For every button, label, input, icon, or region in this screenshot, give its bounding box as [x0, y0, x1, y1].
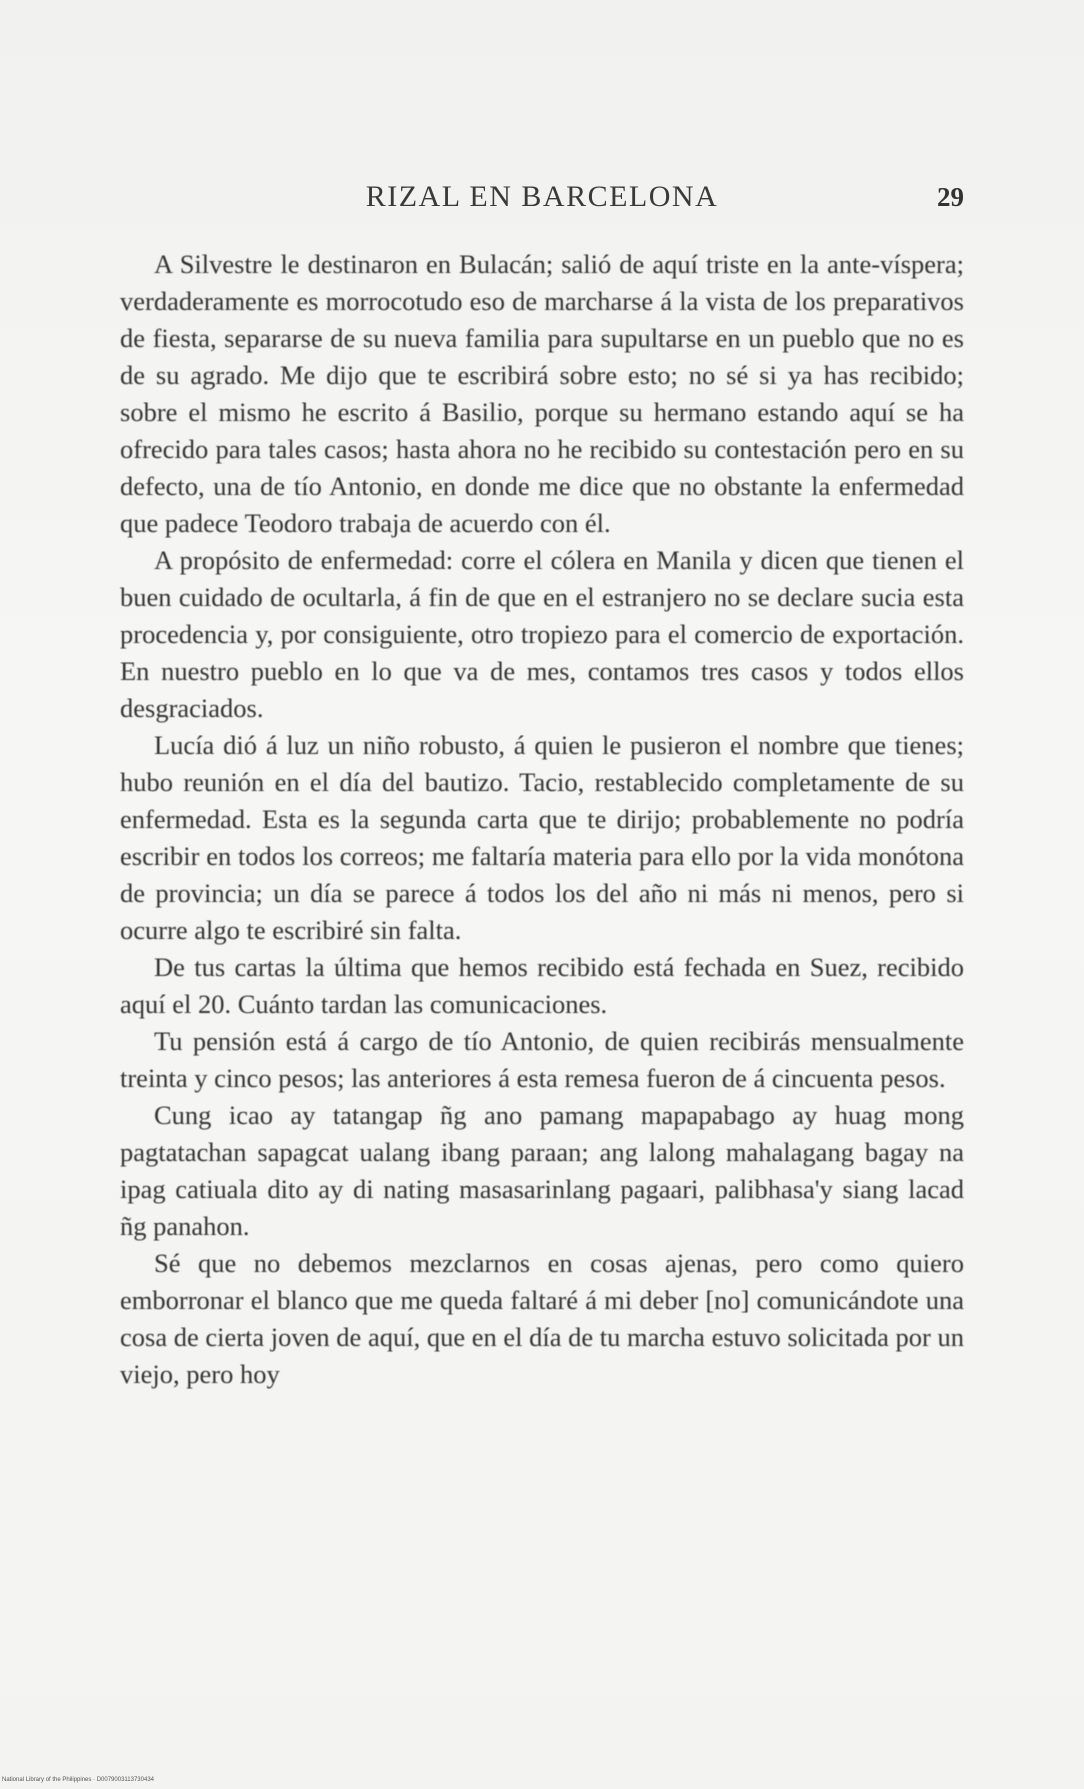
running-head — [120, 180, 964, 220]
body-text — [120, 246, 964, 1393]
page-number: 29 — [937, 182, 964, 212]
paragraph-6: Cung icao ay tatangap ñg ano pamang mapapabago ay huag mong pagtatachan sapagcat ualang ibang paraan; ang lalong mahalagang bagay na ipag catiuala dito ay di nating masasarinlang pagaari, palibhasa'y siang lacad ñg panahon. — [120, 1100, 964, 1241]
paragraph-1: A Silvestre le destinaron en Bulacán; salió de aquí triste en la ante-víspera; verdaderamente es morrocotudo eso de marcharse á la vista de los preparativos de fiesta, separarse de su nueva familia para supultarse en un pueblo que no es de su agrado. Me dijo que te escribirá sobre esto; no sé si ya has recibido; sobre el mismo he escrito á Basilio, porque su hermano estando aquí se ha ofrecido para tales casos; hasta ahora no he recibido su contestación pero en su defecto, una de tío Antonio, en donde me dice que no obstante la enfermedad que padece Teodoro trabaja de acuerdo con él. — [120, 249, 964, 538]
paragraph-7: Sé que no debemos mezclarnos en cosas ajenas, pero como quiero emborronar el blanco que me queda faltaré á mi deber [no] comunicándote una cosa de cierta joven de aquí, que en el día de tu marcha estuvo solicitada por un viejo, pero hoy — [120, 1248, 965, 1389]
paragraph-3: Lucía dió á luz un niño robusto, á quien le pusieron el nombre que tienes; hubo reunión en el día del bautizo. Tacio, restablecido completamente de su enfermedad. Esta es la segunda carta que te dirijo; probablemente no podría escribir en todos los correos; me faltaría materia para ello por la vida monótona de provincia; un día se parece á todos los del año ni más ni menos, pero si ocurre algo te escribiré sin falta. — [120, 730, 964, 945]
paragraph-4: De tus cartas la última que hemos recibido está fechada en Suez, recibido aquí el 20. Cuánto tardan las comunicaciones. — [120, 952, 964, 1019]
paragraph-5: Tu pensión está á cargo de tío Antonio, de quien recibirás mensualmente treinta y cinco pesos; las anteriores á esta remesa fueron de á cincuenta pesos. — [120, 1026, 964, 1093]
running-title: RIZAL EN BARCELONA — [365, 180, 719, 213]
paragraph-2: A propósito de enfermedad: corre el cólera en Manila y dicen que tienen el buen cuidado de ocultarla, á fin de que en el estranjero no se declare sucia esta procedencia y, por consiguiente, otro tropiezo para el comercio de exportación. En nuestro pueblo en lo que va de mes, contamos tres casos y todos ellos desgraciados. — [120, 545, 964, 723]
library-stamp: National Library of the Philippines · D0079003113730434 — [2, 1777, 154, 1783]
